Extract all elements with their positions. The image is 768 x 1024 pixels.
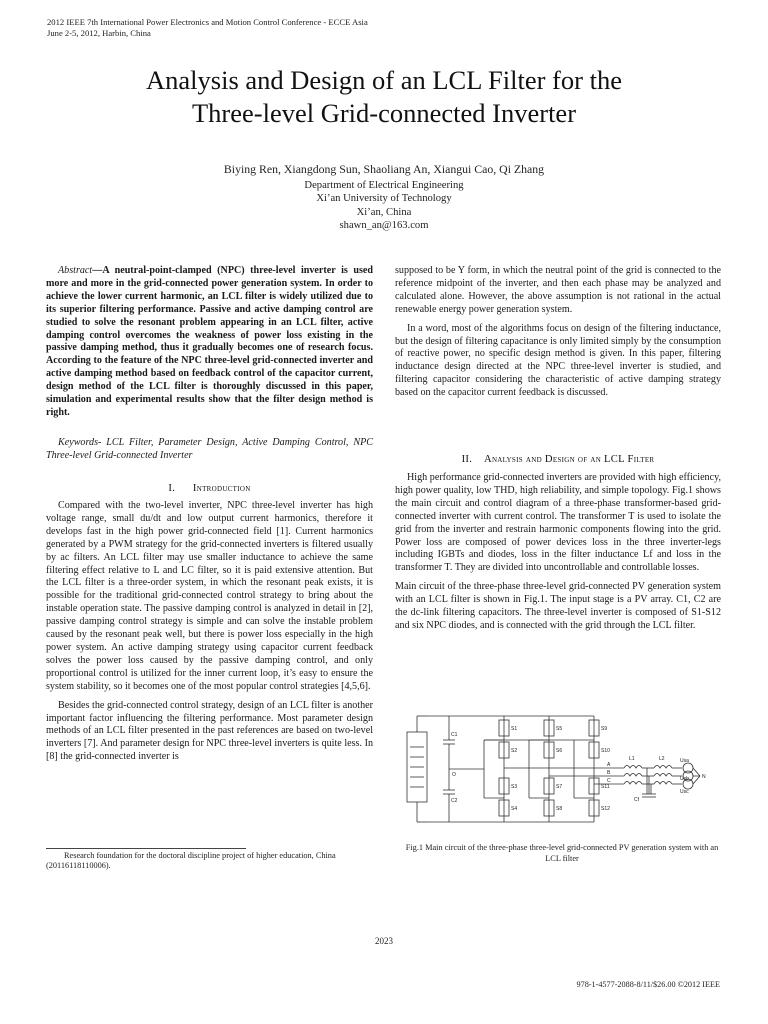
label-s7: S7 <box>556 784 563 790</box>
inverter-leg-c <box>589 716 599 822</box>
label-s5: S5 <box>556 726 563 732</box>
title-line-2: Three-level Grid-connected Inverter <box>191 98 577 128</box>
isbn-copyright: 978-1-4577-2088-8/11/$26.00 ©2012 IEEE <box>576 980 720 989</box>
label-s3: S3 <box>511 784 518 790</box>
section-title: Introduction <box>192 483 251 494</box>
label-s1: S1 <box>511 726 518 732</box>
label-usc: Usc <box>680 789 689 795</box>
city: Xi’an, China <box>356 206 412 218</box>
paragraph: Compared with the two-level inverter, NPC three-level inverter has high voltage range, small du/dt and low output current harmonics, therefore it develops fast in the high power grid-connected field [1]. Current harmonics generated by a PWM strategy for the grid-connected inverters is filtered usually by ac filters. An LCL filter may use smaller inductance to achieve the same filtering effect relative to L and LC filter, so it is paid extensive attention. But the LCL filter is a three-order system, in which the resonant peak exists, it is possible for the traditional grid-connected control strategy to bring about the instable operation state. The passive damping control is analyzed in detail in [2], passive damping control strategy is simple and can solve the instable problem caused by the resonant peak well, but there is power loss especially in the high power system. An active damping strategy using capacitor current feedback solves the power loss caused by the passive damping control, and only proportional control is utilized for the inner current loop, it’s easy to ensure the system stability, so it becomes one of the most popular control strategies [4,5,6]. <box>46 500 373 692</box>
page-number: 2023 <box>375 936 393 946</box>
introduction-body <box>46 500 373 770</box>
analysis-body <box>395 472 721 639</box>
label-a: A <box>607 762 611 768</box>
section-number: II. <box>461 454 473 465</box>
right-column-top <box>395 265 721 406</box>
label-s4: S4 <box>511 806 518 812</box>
paragraph: supposed to be Y form, in which the neutral point of the grid is connected to the reference midpoint of the inverter, and then each phase may be analyzed and calculated alone. However, the above assumption is not rational in the actual renewable energy power generation system. <box>395 265 721 315</box>
label-s6: S6 <box>556 748 563 754</box>
figure-caption: Fig.1 Main circuit of the three-phase three-level grid-connected PV generation system with an LCL filter <box>405 843 719 863</box>
label-b: B <box>607 770 611 776</box>
label-s8: S8 <box>556 806 563 812</box>
paragraph: Main circuit of the three-phase three-level grid-connected PV generation system with an LCL filter is shown in Fig.1. The input stage is a PV array. C1, C2 are the dc-link filtering capacitors. The three-level inverter is composed of S1-S12 and six NPC diodes, and is connected with the grid through the LCL filter. <box>395 581 721 631</box>
section-title: Analysis and Design of an LCL Filter <box>484 454 655 465</box>
label-c2: C2 <box>451 798 458 804</box>
label-s11: S11 <box>601 784 610 790</box>
label-c1: C1 <box>451 732 458 738</box>
section-heading-analysis <box>395 454 721 465</box>
label-s12: S12 <box>601 806 610 812</box>
label-l2: L2 <box>659 756 665 762</box>
label-usa: Usa <box>680 758 689 764</box>
label-cf: Cf <box>634 797 639 803</box>
author-list: Biying Ren, Xiangdong Sun, Shaoliang An, Xiangui Cao, Qi Zhang <box>223 162 545 176</box>
conference-date: June 2-5, 2012, Harbin, China <box>47 27 151 38</box>
label-c: C <box>607 778 611 784</box>
inverter-leg-b <box>544 716 554 822</box>
title-line-1: Analysis and Design of an LCL Filter for the <box>146 65 622 95</box>
university: Xi’an University of Technology <box>316 193 452 205</box>
conference-name: 2012 IEEE 7th International Power Electronics and Motion Control Conference - ECCE Asia <box>47 17 368 27</box>
label-s10: S10 <box>601 748 610 754</box>
label-s9: S9 <box>601 726 608 732</box>
email: shawn_an@163.com <box>339 219 429 231</box>
keywords: Keywords- LCL Filter, Parameter Design, Active Damping Control, NPC Three-level Grid-connected Inverter <box>46 437 373 461</box>
label-usb: Usb <box>680 776 689 782</box>
department: Department of Electrical Engineering <box>304 180 464 191</box>
conference-header <box>47 17 368 38</box>
paragraph: Besides the grid-connected control strategy, design of an LCL filter is another important factor influencing the filtering performance. Most parameter design methods of an LCL filter presented in the past references are based on two-level inverters [7]. And parameter design for NPC three-level inverters is quite less. In [8] the grid-connected inverter is <box>46 699 373 763</box>
label-s2: S2 <box>511 748 518 754</box>
abstract-text: —A neutral-point-clamped (NPC) three-level inverter is used more and more in the grid-connected power generation system. In order to achieve the lower current harmonic, an LCL filter is widely utilized due to its superior filtering performance. Passive and active damping control are studied to solve the resonant problem appearing in an LCL filter, active damping control overcomes the weakness of power loss existing in the passive damping method, thus it gradually becomes one of research focus. According to the feature of the NPC three-level grid-connected inverter and active damping method based on feedback control of the capacitor current, design method of the LCL filter is thoroughly discussed in this paper, simulation and experimental results show that the filter design method is right. <box>46 265 373 418</box>
section-heading-introduction <box>46 483 373 494</box>
label-n: N <box>702 774 706 780</box>
footnote: Research foundation for the doctoral discipline project of higher education, China (20116118110006). <box>46 851 336 871</box>
paragraph: In a word, most of the algorithms focus on design of the filtering inductance, but the design of filtering capacitance is only limited simply by the consumption of reactive power, no specific design method is given. In this paper, filtering inductance design directed at the NPC three-level inverter is studied, and filtering capacitor considering the characteristic of active damping strategy based on the capacitor current feedback is discussed. <box>395 322 721 399</box>
label-o: O <box>452 772 456 778</box>
inverter-leg-a <box>499 716 509 822</box>
label-l1: L1 <box>629 756 635 762</box>
affiliation <box>40 179 728 232</box>
circuit-diagram <box>404 702 720 836</box>
paragraph: High performance grid-connected inverters are provided with high efficiency, high power quality, low THD, high reliability, and simple topology. Fig.1 shows the main circuit and control diagram of a three-phase transformer-based grid-connected inverter with current control. The transformer T is used to isolate the grid from the inverter and restrain harmonic components flowing into the grid. Power loss are composed of power devices loss in the three inverter-legs including IGBTs and diodes, loss in the filter inductance Lf and loss in the transformer T. They are divided into uncontrollable and controllable losses. <box>395 472 721 574</box>
footnote-divider <box>46 848 246 849</box>
abstract-lead: Abstract <box>58 265 93 276</box>
paper-title <box>40 64 728 130</box>
abstract <box>46 265 373 420</box>
section-number: I. <box>168 483 176 494</box>
